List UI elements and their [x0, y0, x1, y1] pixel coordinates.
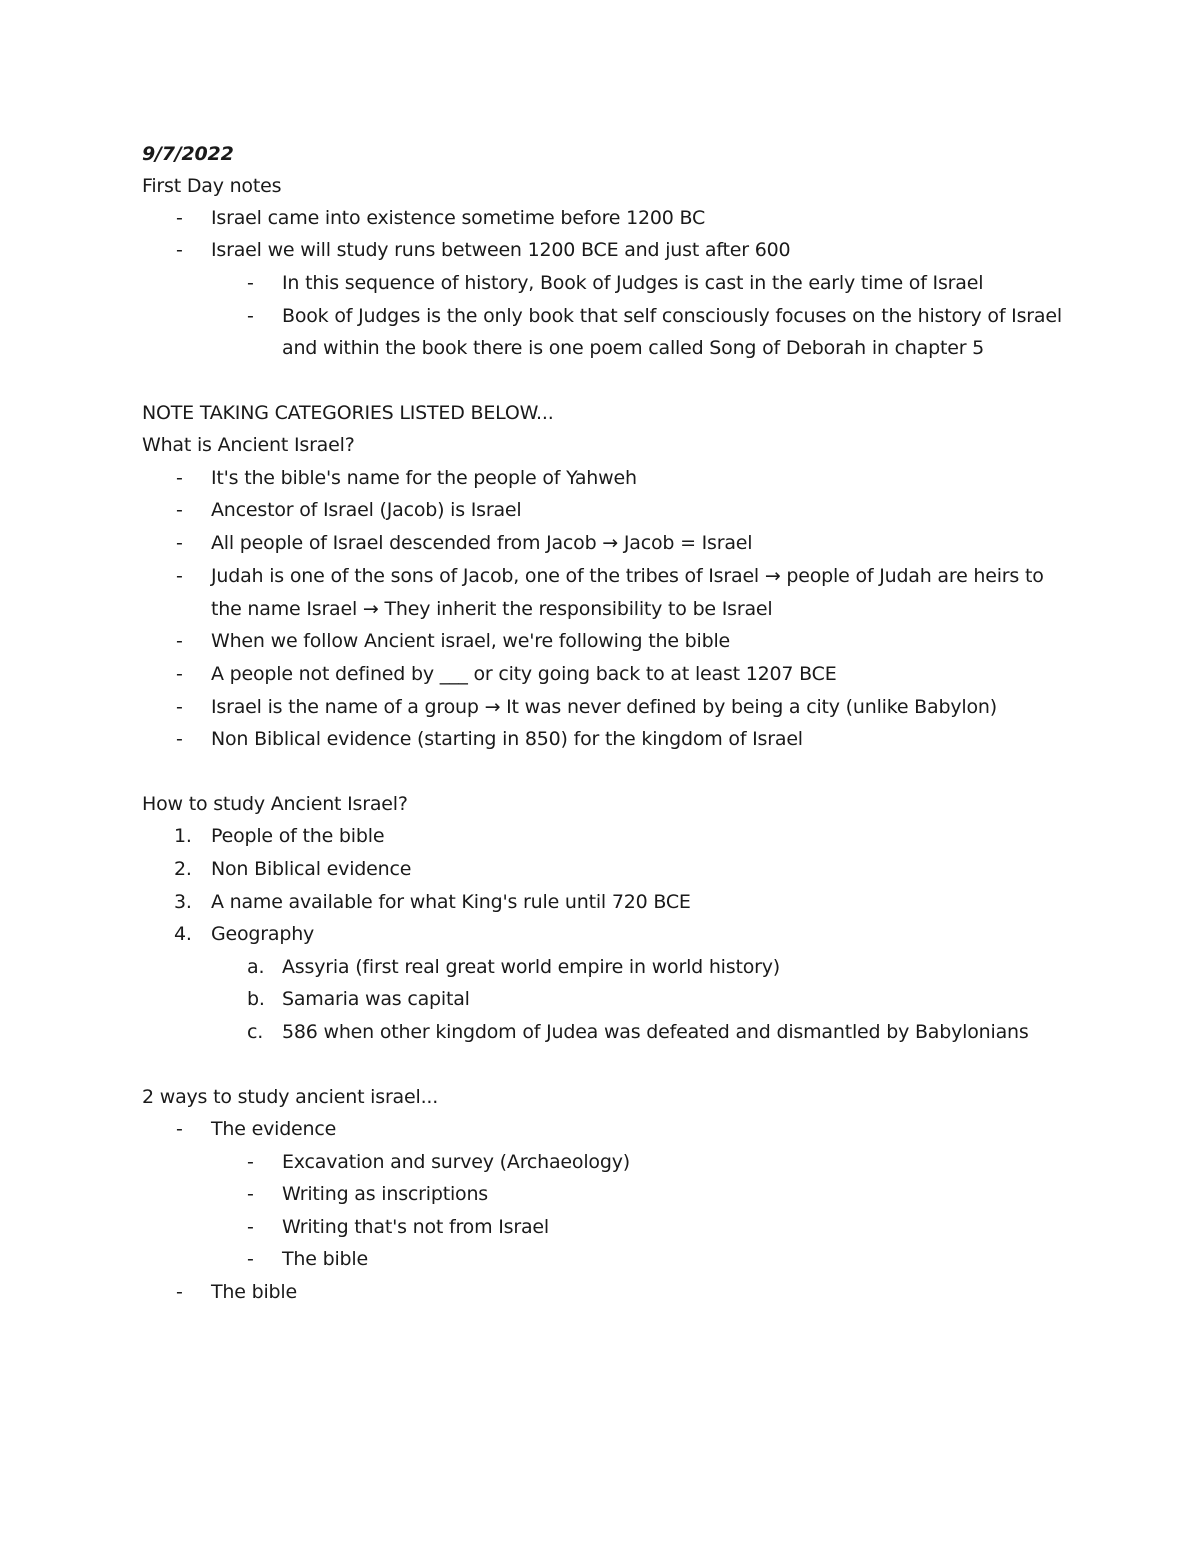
bullet-marker: - [176, 663, 183, 685]
bullet-marker: - [247, 1216, 254, 1238]
bullet-marker: - [247, 1151, 254, 1173]
list-item [0, 1211, 1200, 1243]
bullet-marker: - [247, 305, 254, 327]
list-item-text: Israel came into existence sometime before 1200 BC [211, 207, 706, 229]
letter-marker: a. [247, 956, 265, 978]
list-item-text: Excavation and survey (Archaeology) [282, 1151, 630, 1173]
list-item [0, 300, 1200, 332]
lettered-item [0, 951, 1200, 983]
numbered-item [0, 820, 1200, 852]
list-item-text: When we follow Ancient israel, we're following the bible [211, 630, 731, 652]
list-item [0, 267, 1200, 299]
list-item-text: All people of Israel descended from Jacob → Jacob = Israel [211, 532, 753, 554]
list-item [0, 658, 1200, 690]
heading-line [0, 788, 1200, 820]
number-marker: 3. [174, 891, 192, 913]
list-item [0, 691, 1200, 723]
number-marker: 4. [174, 923, 192, 945]
list-item-text: Book of Judges is the only book that self consciously focuses on the history of Israel [282, 305, 1062, 327]
bullet-marker: - [176, 696, 183, 718]
list-item [0, 527, 1200, 559]
list-item-text: Non Biblical evidence [211, 858, 412, 880]
list-item [0, 723, 1200, 755]
list-item-continuation [0, 332, 1200, 364]
date-line [0, 138, 1200, 170]
list-item [0, 1146, 1200, 1178]
list-item-text: the name Israel → They inherit the responsibility to be Israel [211, 598, 773, 620]
list-item-text: Israel we will study runs between 1200 BCE and just after 600 [211, 239, 791, 261]
heading-line [0, 1081, 1200, 1113]
list-item [0, 625, 1200, 657]
list-item-text: The bible [282, 1248, 368, 1270]
list-item-text: People of the bible [211, 825, 385, 847]
bullet-marker: - [176, 239, 183, 261]
lettered-item [0, 983, 1200, 1015]
bullet-marker: - [176, 532, 183, 554]
bullet-marker: - [176, 630, 183, 652]
list-item-text: Israel is the name of a group → It was never defined by being a city (unlike Babylon) [211, 696, 997, 718]
list-item-text: A name available for what King's rule until 720 BCE [211, 891, 691, 913]
bullet-marker: - [247, 1183, 254, 1205]
list-item-text: Assyria (first real great world empire in world history) [282, 956, 781, 978]
bullet-marker: - [176, 207, 183, 229]
list-item [0, 202, 1200, 234]
list-item-text: Ancestor of Israel (Jacob) is Israel [211, 499, 522, 521]
list-item-text: 586 when other kingdom of Judea was defeated and dismantled by Babylonians [282, 1021, 1029, 1043]
bullet-marker: - [176, 565, 183, 587]
heading-line [0, 429, 1200, 461]
bullet-marker: - [176, 1118, 183, 1140]
list-item-text: The bible [211, 1281, 297, 1303]
bullet-marker: - [176, 499, 183, 521]
bullet-marker: - [247, 272, 254, 294]
list-item-text: Non Biblical evidence (starting in 850) for the kingdom of Israel [211, 728, 803, 750]
heading-line [0, 170, 1200, 202]
bullet-marker: - [176, 1281, 183, 1303]
bullet-marker: - [176, 467, 183, 489]
list-item [0, 462, 1200, 494]
numbered-item [0, 886, 1200, 918]
list-item-text: Samaria was capital [282, 988, 470, 1010]
number-marker: 2. [174, 858, 192, 880]
categories-heading: NOTE TAKING CATEGORIES LISTED BELOW... [142, 402, 554, 424]
section-heading: How to study Ancient Israel? [142, 793, 408, 815]
section-heading: What is Ancient Israel? [142, 434, 355, 456]
list-item-text: A people not defined by ___ or city going back to at least 1207 BCE [211, 663, 837, 685]
list-item [0, 1276, 1200, 1308]
list-item-continuation [0, 593, 1200, 625]
list-item-text: and within the book there is one poem called Song of Deborah in chapter 5 [282, 337, 985, 359]
section-heading: First Day notes [142, 175, 282, 197]
list-item-text: It's the bible's name for the people of Yahweh [211, 467, 637, 489]
lettered-item [0, 1016, 1200, 1048]
list-item-text: Writing as inscriptions [282, 1183, 488, 1205]
list-item [0, 1178, 1200, 1210]
list-item-text: Writing that's not from Israel [282, 1216, 549, 1238]
list-item [0, 1113, 1200, 1145]
list-item-text: In this sequence of history, Book of Judges is cast in the early time of Israel [282, 272, 984, 294]
bullet-marker: - [247, 1248, 254, 1270]
letter-marker: b. [247, 988, 265, 1010]
section-heading: 2 ways to study ancient israel... [142, 1086, 439, 1108]
list-item [0, 560, 1200, 592]
numbered-item [0, 918, 1200, 950]
bullet-marker: - [176, 728, 183, 750]
list-item-text: Geography [211, 923, 315, 945]
letter-marker: c. [247, 1021, 264, 1043]
list-item [0, 494, 1200, 526]
list-item [0, 1243, 1200, 1275]
categories-line [0, 397, 1200, 429]
numbered-item [0, 853, 1200, 885]
list-item-text: Judah is one of the sons of Jacob, one of the tribes of Israel → people of Judah are heirs to [211, 565, 1044, 587]
list-item [0, 234, 1200, 266]
list-item-text: The evidence [211, 1118, 337, 1140]
note-date: 9/7/2022 [142, 143, 234, 165]
number-marker: 1. [174, 825, 192, 847]
